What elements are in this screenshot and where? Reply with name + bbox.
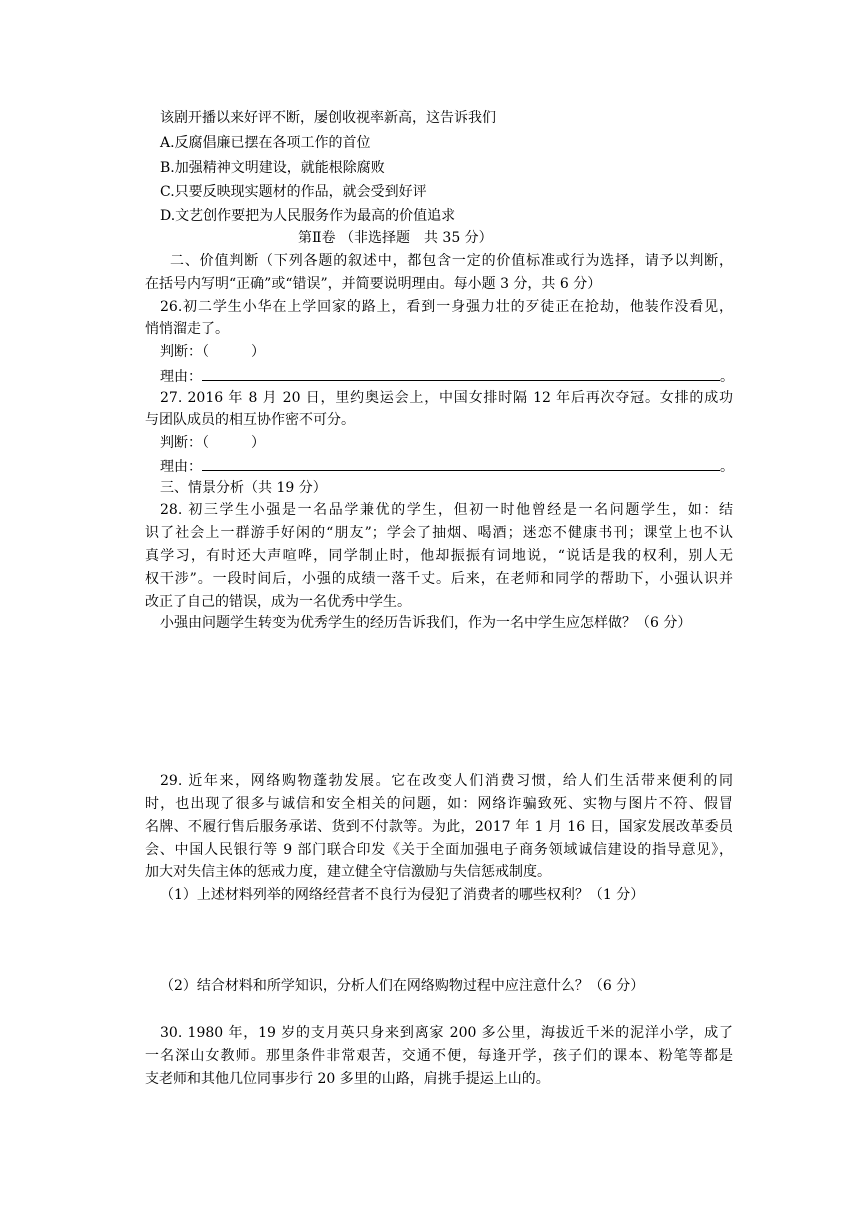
q25-stem: 该剧开播以来好评不断，屡创收视率新高，这告诉我们 bbox=[160, 110, 496, 126]
q29-text-line1: 29. 近年来，网络购物蓬勃发展。它在改变人们消费习惯，给人们生活带来便利的同 bbox=[160, 773, 733, 789]
q27-text-line1: 27. 2016 年 8 月 20 日，里约奥运会上，中国女排时隔 12 年后再次夺冠。女排的成功 bbox=[160, 390, 733, 406]
q25-option-c: C.只要反映现实题材的作品，就会受到好评 bbox=[160, 184, 427, 200]
q25-option-b: B.加强精神文明建设，就能根除腐败 bbox=[160, 160, 385, 176]
q27-reason-label: 理由： bbox=[160, 459, 202, 475]
q26-text-line1: 26.初二学生小华在上学回家的路上，看到一身强力壮的歹徒正在抢劫，他装作没看见， bbox=[160, 299, 733, 315]
q28-text-line2: 识了社会上一群游手好闲的“朋友”；学会了抽烟、喝酒；迷恋不健康书刊；课堂上也不认 bbox=[145, 525, 733, 541]
q28-text-line1: 28. 初三学生小强是一名品学兼优的学生，但初一时他曾经是一名问题学生，如：结 bbox=[160, 502, 733, 518]
q26-reason-field bbox=[160, 366, 734, 386]
q26-end-mark: 。 bbox=[720, 369, 734, 385]
q26-text-line2: 悄悄溜走了。 bbox=[145, 321, 229, 337]
q29-text-line2: 时，也出现了很多与诚信和安全相关的问题，如：网络诈骗致死、实物与图片不符、假冒 bbox=[145, 796, 733, 812]
q30-text-line3: 支老师和其他几位同事步行 20 多里的山路，肩挑手提运上山的。 bbox=[145, 1071, 550, 1087]
q27-reason-field bbox=[160, 456, 734, 476]
q30-text-line2: 一名深山女教师。那里条件非常艰苦，交通不便，每逢开学，孩子们的课本、粉笔等都是 bbox=[145, 1048, 733, 1064]
section2-heading-line1: 二、价值判断（下列各题的叙述中，都包含一定的价值标准或行为选择，请予以判断， bbox=[170, 253, 733, 269]
section3-heading: 三、情景分析（共 19 分） bbox=[160, 480, 327, 496]
q29-sub-question-2: （2）结合材料和所学知识，分析人们在网络购物过程中应注意什么？（6 分） bbox=[160, 978, 645, 994]
section2-heading-line2: 在括号内写明“正确”或“错误”，并简要说明理由。每小题 3 分，共 6 分） bbox=[145, 276, 602, 292]
q30-text-line1: 30. 1980 年，19 岁的支月英只身来到离家 200 多公里，海拔近千米的泥洋小学，成了 bbox=[160, 1025, 733, 1041]
q27-text-line2: 与团队成员的相互协作密不可分。 bbox=[145, 412, 355, 428]
q29-text-line4: 会、中国人民银行等 9 部门联合印发《关于全面加强电子商务领域诚信建设的指导意见》， bbox=[145, 842, 733, 858]
q29-text-line3: 名牌、不履行售后服务承诺、货到不付款等。为此，2017 年 1 月 16 日，国家发展改革委员 bbox=[145, 819, 733, 835]
q27-reason-blank bbox=[202, 456, 720, 471]
q27-judge-field: 判断：（ ） bbox=[160, 435, 265, 451]
q26-reason-blank bbox=[202, 366, 720, 381]
q28-text-line5: 改正了自己的错误，成为一名优秀中学生。 bbox=[145, 594, 411, 610]
q29-sub-question-1: （1）上述材料列举的网络经营者不良行为侵犯了消费者的哪些权利？（1 分） bbox=[160, 887, 645, 903]
q27-end-mark: 。 bbox=[720, 459, 734, 475]
q26-reason-label: 理由： bbox=[160, 369, 202, 385]
q28-text-line4: 权干涉”。一段时间后，小强的成绩一落千丈。后来，在老师和同学的帮助下，小强认识并 bbox=[145, 571, 733, 587]
q25-option-d: D.文艺创作要把为人民服务作为最高的价值追求 bbox=[160, 208, 456, 224]
q28-text-line3: 真学习，有时还大声喧哗，同学制止时，他却振振有词地说，“说话是我的权利，别人无 bbox=[145, 548, 733, 564]
q28-question: 小强由问题学生转变为优秀学生的经历告诉我们，作为一名中学生应怎样做？（6 分） bbox=[160, 615, 692, 631]
q29-text-line5: 加大对失信主体的惩戒力度，建立健全守信激励与失信惩戒制度。 bbox=[145, 864, 551, 880]
q25-option-a: A.反腐倡廉已摆在各项工作的首位 bbox=[160, 135, 371, 151]
q26-judge-field: 判断：（ ） bbox=[160, 344, 265, 360]
part2-title: 第Ⅱ卷 （非选择题 共 35 分） bbox=[298, 230, 493, 246]
